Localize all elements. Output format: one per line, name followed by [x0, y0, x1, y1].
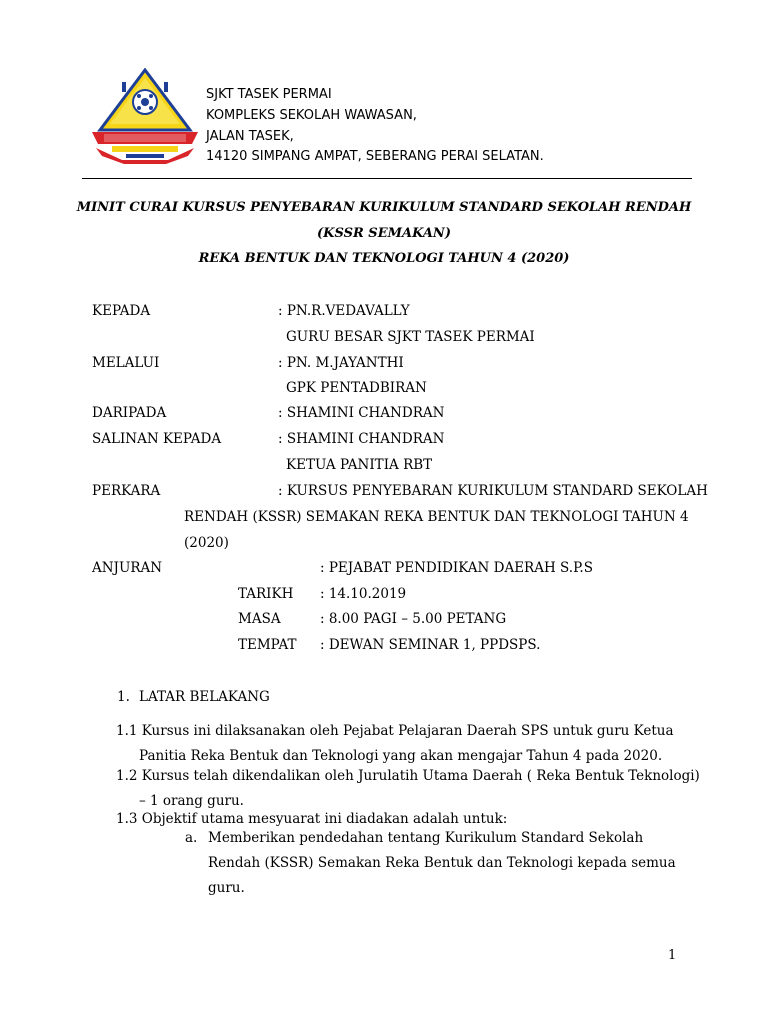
tempat-value: : DEWAN SEMINAR 1, PPDSPS.	[320, 637, 541, 653]
section-number: 1.	[117, 689, 130, 705]
anjuran-value: : PEJABAT PENDIDIKAN DAERAH S.P.S	[320, 560, 593, 576]
daripada-value: : SHAMINI CHANDRAN	[278, 405, 445, 421]
paragraph-1-3: 1.3 Objektif utama mesyuarat ini diadakan adalah untuk:	[116, 811, 508, 827]
paragraph-1-1: 1.1 Kursus ini dilaksanakan oleh Pejabat Pelajaran Daerah SPS untuk guru Ketua	[116, 723, 674, 739]
list-item-a-cont: guru.	[208, 880, 245, 896]
masa-value: : 8.00 PAGI – 5.00 PETANG	[320, 611, 507, 627]
daripada-label: DARIPADA	[92, 405, 167, 421]
kepada-sub: GURU BESAR SJKT TASEK PERMAI	[286, 329, 535, 345]
page-number: 1	[668, 948, 677, 963]
school-address-line: 14120 SIMPANG AMPAT, SEBERANG PERAI SELATAN.	[206, 149, 544, 164]
melalui-value: : PN. M.JAYANTHI	[278, 355, 404, 371]
tarikh-label: TARIKH	[238, 586, 294, 602]
list-item-a-cont: Rendah (KSSR) Semakan Reka Bentuk dan Teknologi kepada semua	[208, 855, 676, 871]
school-address-line: KOMPLEKS SEKOLAH WAWASAN,	[206, 108, 417, 123]
section-heading: LATAR BELAKANG	[139, 689, 270, 705]
paragraph-1-2: 1.2 Kursus telah dikendalikan oleh Jurulatih Utama Daerah ( Reka Bentuk Teknologi)	[116, 768, 700, 784]
tempat-label: TEMPAT	[238, 637, 297, 653]
perkara-value: : KURSUS PENYEBARAN KURIKULUM STANDARD SEKOLAH	[278, 483, 708, 499]
perkara-value: RENDAH (KSSR) SEMAKAN REKA BENTUK DAN TEKNOLOGI TAHUN 4	[184, 509, 689, 525]
school-name: SJKT TASEK PERMAI	[206, 87, 332, 102]
paragraph-1-1-cont: Panitia Reka Bentuk dan Teknologi yang akan mengajar Tahun 4 pada 2020.	[139, 748, 663, 764]
salinan-label: SALINAN KEPADA	[92, 431, 222, 447]
melalui-label: MELALUI	[92, 355, 160, 371]
melalui-sub: GPK PENTADBIRAN	[286, 380, 427, 396]
anjuran-label: ANJURAN	[92, 560, 163, 576]
document-subtitle: (KSSR SEMAKAN)	[317, 226, 451, 241]
header-divider	[82, 178, 692, 179]
salinan-sub: KETUA PANITIA RBT	[286, 457, 433, 473]
document-title: MINIT CURAI KURSUS PENYEBARAN KURIKULUM STANDARD SEKOLAH RENDAH	[76, 200, 692, 215]
school-address-line: JALAN TASEK,	[206, 129, 294, 144]
perkara-label: PERKARA	[92, 483, 161, 499]
salinan-value: : SHAMINI CHANDRAN	[278, 431, 445, 447]
kepada-label: KEPADA	[92, 303, 151, 319]
masa-label: MASA	[238, 611, 281, 627]
kepada-value: : PN.R.VEDAVALLY	[278, 303, 410, 319]
perkara-value: (2020)	[184, 535, 229, 551]
list-item-a: Memberikan pendedahan tentang Kurikulum Standard Sekolah	[208, 830, 644, 846]
list-marker: a.	[185, 830, 198, 846]
document-subtitle: REKA BENTUK DAN TEKNOLOGI TAHUN 4 (2020)	[198, 251, 570, 266]
school-crest-logo	[92, 68, 198, 166]
paragraph-1-2-cont: – 1 orang guru.	[139, 793, 244, 809]
tarikh-value: : 14.10.2019	[320, 586, 407, 602]
